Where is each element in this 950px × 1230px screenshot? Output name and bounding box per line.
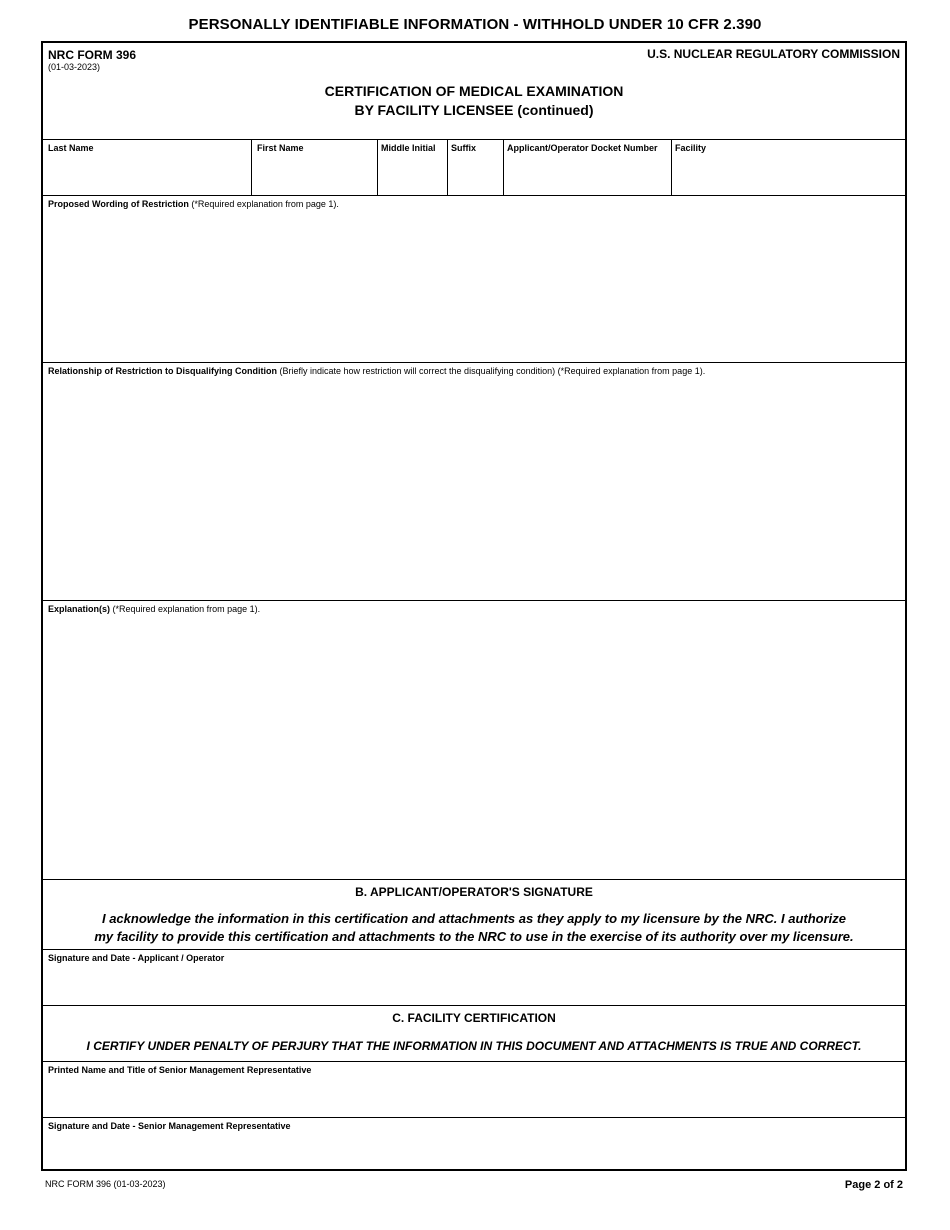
restriction-wording-field[interactable] bbox=[43, 196, 905, 362]
representative-signature-label: Signature and Date - Senior Management Representative bbox=[48, 1121, 291, 1131]
explanations-label: Explanation(s) (*Required explanation from page 1). bbox=[48, 604, 261, 614]
first-name-label: First Name bbox=[257, 143, 304, 153]
suffix-field[interactable] bbox=[448, 140, 503, 195]
printed-name-title-field[interactable] bbox=[43, 1062, 905, 1117]
facility-label: Facility bbox=[675, 143, 707, 153]
first-name-field[interactable] bbox=[252, 140, 377, 195]
last-name-label: Last Name bbox=[48, 143, 94, 153]
form-number: NRC FORM 396 bbox=[48, 48, 137, 62]
docket-number-label: Applicant/Operator Docket Number bbox=[507, 143, 658, 153]
printed-name-title-label: Printed Name and Title of Senior Management Representative bbox=[48, 1065, 312, 1075]
page-number: Page 2 of 2 bbox=[844, 1179, 903, 1191]
docket-number-field[interactable] bbox=[504, 140, 671, 195]
restriction-wording-label: Proposed Wording of Restriction (*Required explanation from page 1). bbox=[48, 199, 339, 209]
form-title-line1: CERTIFICATION OF MEDICAL EXAMINATION bbox=[324, 83, 624, 99]
agency-name: U.S. NUCLEAR REGULATORY COMMISSION bbox=[647, 47, 900, 61]
form-date: (01-03-2023) bbox=[48, 62, 101, 72]
divider bbox=[41, 1005, 907, 1006]
suffix-label: Suffix bbox=[451, 143, 477, 153]
representative-signature-field[interactable] bbox=[43, 1118, 905, 1170]
divider bbox=[41, 879, 907, 880]
section-b-statement-line1: I acknowledge the information in this certification and attachments as they apply to my licensure by the NRC. I authorize bbox=[101, 911, 847, 926]
section-c-heading: C. FACILITY CERTIFICATION bbox=[392, 1011, 556, 1025]
pii-banner: PERSONALLY IDENTIFIABLE INFORMATION - WITHHOLD UNDER 10 CFR 2.390 bbox=[188, 16, 762, 33]
applicant-signature-field[interactable] bbox=[43, 950, 905, 1005]
explanations-field[interactable] bbox=[43, 601, 905, 879]
section-b-heading: B. APPLICANT/OPERATOR'S SIGNATURE bbox=[355, 885, 593, 899]
restriction-relationship-label: Relationship of Restriction to Disqualifying Condition (Briefly indicate how restriction will correct the disqualifying condition) (*Required explanation from page 1). bbox=[48, 366, 706, 376]
middle-initial-label: Middle Initial bbox=[381, 143, 436, 153]
applicant-signature-label: Signature and Date - Applicant / Operator bbox=[48, 953, 225, 963]
restriction-relationship-field[interactable] bbox=[43, 363, 905, 600]
section-c-statement: I CERTIFY UNDER PENALTY OF PERJURY THAT THE INFORMATION IN THIS DOCUMENT AND ATTACHMENTS IS TRUE AND CORRECT. bbox=[86, 1039, 862, 1053]
footer-form-id: NRC FORM 396 (01-03-2023) bbox=[45, 1179, 166, 1189]
last-name-field[interactable] bbox=[43, 140, 251, 195]
middle-initial-field[interactable] bbox=[378, 140, 447, 195]
section-b-statement-line2: my facility to provide this certification and attachments to the NRC to use in the exercise of its authority over my licensure. bbox=[94, 929, 854, 944]
form-title-line2: BY FACILITY LICENSEE (continued) bbox=[354, 102, 594, 118]
facility-field[interactable] bbox=[672, 140, 905, 195]
